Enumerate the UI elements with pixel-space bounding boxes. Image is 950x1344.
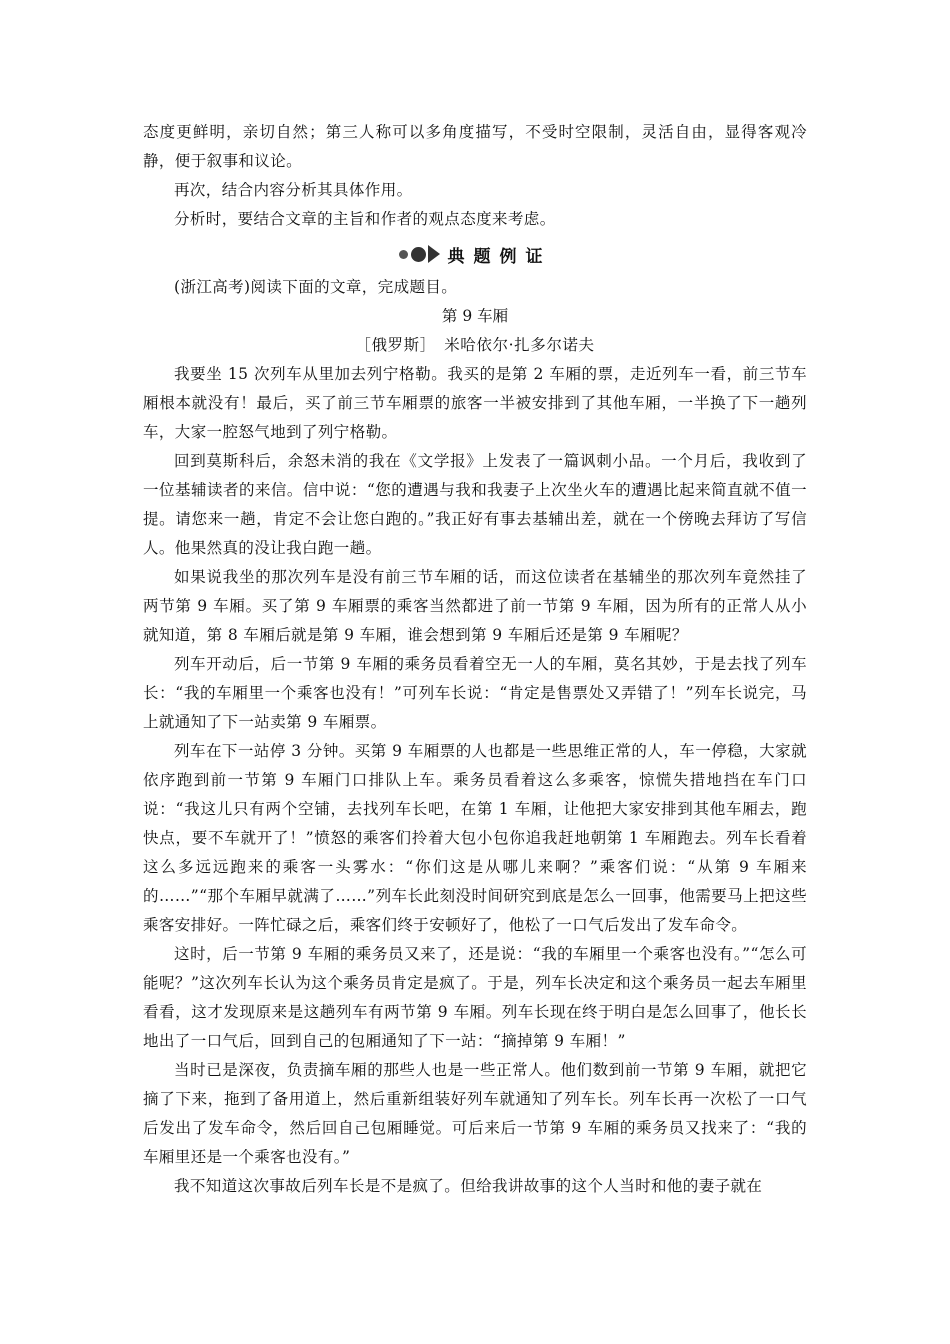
article-paragraph: 回到莫斯科后，余怒未消的我在《文学报》上发表了一篇讽刺小品。一个月后，我收到了一位基辅读者的来信。信中说：“您的遭遇与我和我妻子上次坐火车的遭遇比起来简直就不值一提。请您来一趟，肯定不会让您白跑的。”我正好有事去基辅出差，就在一个傍晚去拜访了写信人。他果然真的没让我白跑一趟。 — [143, 452, 807, 557]
article-paragraph: 列车开动后，后一节第 9 车厢的乘务员看着空无一人的车厢，莫名其妙，于是去找了列车长：“我的车厢里一个乘客也没有！”可列车长说：“肯定是售票处又弄错了！”列车长说完，马上就通知了下一站卖第 9 车厢票。 — [143, 655, 807, 731]
banner-label: 典题例证 — [447, 246, 552, 267]
article-paragraph: 我不知道这次事故后列车长是不是疯了。但给我讲故事的这个人当时和他的妻子就在 — [174, 1177, 763, 1195]
article-paragraph: 当时已是深夜，负责摘车厢的那些人也是一些正常人。他们数到前一节第 9 车厢，就把它摘了下来，拖到了备用道上，然后重新组装好列车就通知了列车长。列车长再一次松了一口气后发出了发车命令，然后回自己包厢睡觉。可后来后一节第 9 车厢的乘务员又找来了：“我的车厢里还是一个乘客也没有。” — [143, 1061, 807, 1166]
article-paragraph: 如果说我坐的那次列车是没有前三节车厢的话，而这位读者在基辅坐的那次列车竟然挂了两节第 9 车厢。买了第 9 车厢票的乘客当然都进了前一节第 9 车厢，因为所有的正常人从小就知道，第 8 车厢后就是第 9 车厢，谁会想到第 9 车厢后还是第 9 车厢呢？ — [143, 568, 807, 644]
source-line: (浙江高考)阅读下面的文章，完成题目。 — [174, 278, 458, 296]
intro-line-2: 再次，结合内容分析其具体作用。 — [174, 181, 413, 199]
document-page — [143, 118, 807, 1201]
intro-line-1: 态度更鲜明，亲切自然；第三人称可以多角度描写，不受时空限制，灵活自由，显得客观冷静，便于叙事和议论。 — [143, 123, 807, 170]
intro-line-3: 分析时，要结合文章的主旨和作者的观点态度来考虑。 — [174, 210, 556, 228]
article-paragraph: 我要坐 15 次列车从里加去列宁格勒。我买的是第 2 车厢的票，走近列车一看，前三节车厢根本就没有！最后，买了前三节车厢票的旅客一半被安排到了其他车厢，一半换了下一趟列车，大家一腔怒气地到了列宁格勒。 — [143, 365, 807, 441]
article-title: 第 9 车厢 — [441, 307, 509, 325]
section-banner — [143, 237, 807, 271]
article-author: ［俄罗斯］ 米哈依尔·扎多尔诺夫 — [355, 336, 595, 354]
dots-arrow-icon — [399, 245, 440, 263]
article-paragraph: 这时，后一节第 9 车厢的乘务员又来了，还是说：“我的车厢里一个乘客也没有。”“怎么可能呢？”这次列车长认为这个乘务员肯定是疯了。于是，列车长决定和这个乘务员一起去车厢里看看，这才发现原来是这趟列车有两节第 9 车厢。列车长现在终于明白是怎么回事了，他长长地出了一口气后，回到自己的包厢通知了下一站：“摘掉第 9 车厢！” — [143, 945, 807, 1050]
article-paragraph: 列车在下一站停 3 分钟。买第 9 车厢票的人也都是一些思维正常的人，车一停稳，大家就依序跑到前一节第 9 车厢门口排队上车。乘务员看着这么多乘客，惊慌失措地挡在车门口说：“我这儿只有两个空铺，去找列车长吧，在第 1 车厢，让他把大家安排到其他车厢去，跑快点，要不车就开了！”愤怒的乘客们拎着大包小包你追我赶地朝第 1 车厢跑去。列车长看着这么多远远跑来的乘客一头雾水：“你们这是从哪儿来啊？”乘客们说：“从第 9 车厢来的……”“那个车厢早就满了……”列车长此刻没时间研究到底是怎么一回事，他需要马上把这些乘客安排好。一阵忙碌之后，乘客们终于安顿好了，他松了一口气后发出了发车命令。 — [143, 742, 807, 934]
